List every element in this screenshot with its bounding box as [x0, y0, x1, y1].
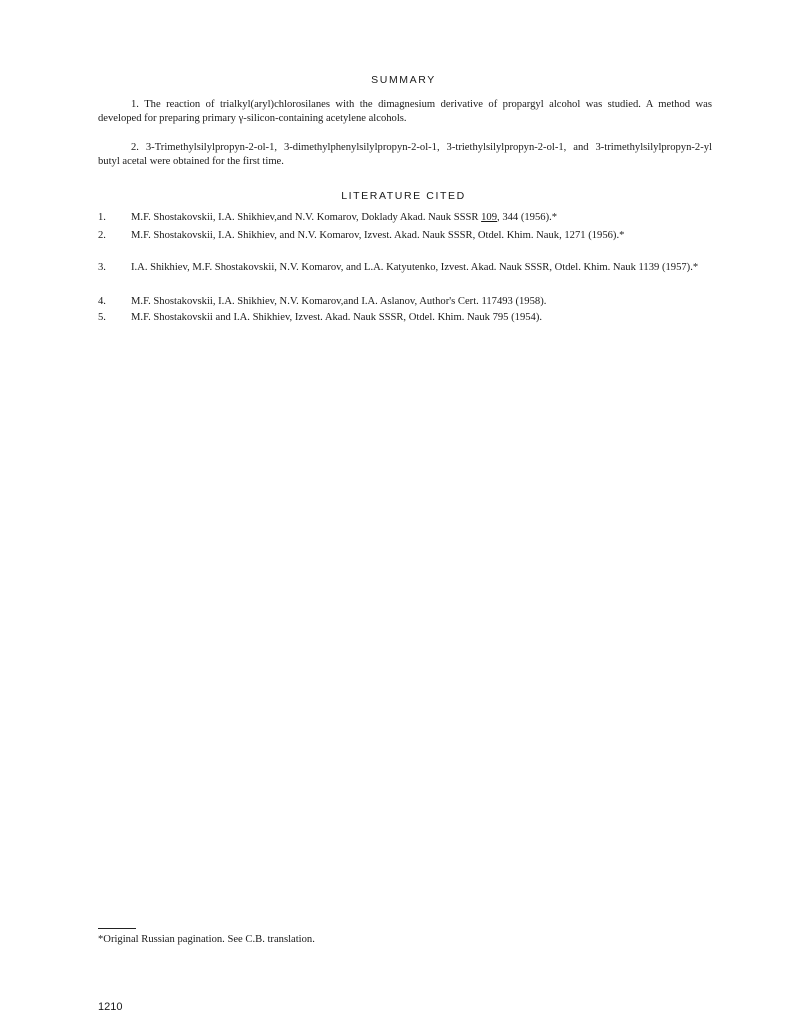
summary-paragraph-2: 2. 3-Trimethylsilylpropyn-2-ol-1, 3-dimethylphenylsilylpropyn-2-ol-1, 3-triethylsilylpropyn-2-ol-1, and 3-trimethylsilylpropyn-2-yl butyl acetal were obtained for the first time.	[98, 142, 712, 167]
footnote-rule	[98, 928, 136, 929]
summary-heading: SUMMARY	[371, 74, 436, 86]
reference-3	[98, 261, 712, 275]
reference-text: M.F. Shostakovskii and I.A. Shikhiev, Izvest. Akad. Nauk SSSR, Otdel. Khim. Nauk 795 (1954).	[131, 312, 543, 323]
reference-text: M.F. Shostakovskii, I.A. Shikhiev, N.V. Komarov,and I.A. Aslanov, Author's Cert. 117493 (1958).	[131, 296, 547, 307]
page-number: 1210	[98, 1001, 123, 1013]
summary-paragraph-1: 1. The reaction of trialkyl(aryl)chlorosilanes with the dimagnesium derivative of propargyl alcohol was studied. A method was developed for preparing primary γ-silicon-containing acetylene alcohols.	[98, 99, 712, 124]
literature-heading: LITERATURE CITED	[341, 190, 466, 202]
reference-text: M.F. Shostakovskii, I.A. Shikhiev, and N.V. Komarov, Izvest. Akad. Nauk SSSR, Otdel. Khim. Nauk, 1271 (1956).*	[131, 230, 625, 241]
volume-number: 109	[481, 212, 498, 223]
reference-5	[98, 311, 712, 325]
reference-number: 4.	[98, 296, 106, 307]
footnote: *Original Russian pagination. See C.B. translation.	[98, 934, 315, 945]
reference-2	[98, 229, 712, 243]
reference-text: I.A. Shikhiev, M.F. Shostakovskii, N.V. Komarov, and L.A. Katyutenko, Izvest. Akad. Nauk SSSR, Otdel. Khim. Nauk 1139 (1957).*	[131, 262, 699, 273]
reference-4	[98, 295, 712, 309]
reference-number: 2.	[98, 230, 106, 241]
reference-text: M.F. Shostakovskii, I.A. Shikhiev,and N.V. Komarov, Doklady Akad. Nauk SSSR 109, 344 (1956).*	[131, 212, 558, 223]
reference-number: 1.	[98, 212, 106, 223]
reference-number: 3.	[98, 262, 106, 273]
reference-number: 5.	[98, 312, 106, 323]
reference-1	[98, 211, 712, 225]
